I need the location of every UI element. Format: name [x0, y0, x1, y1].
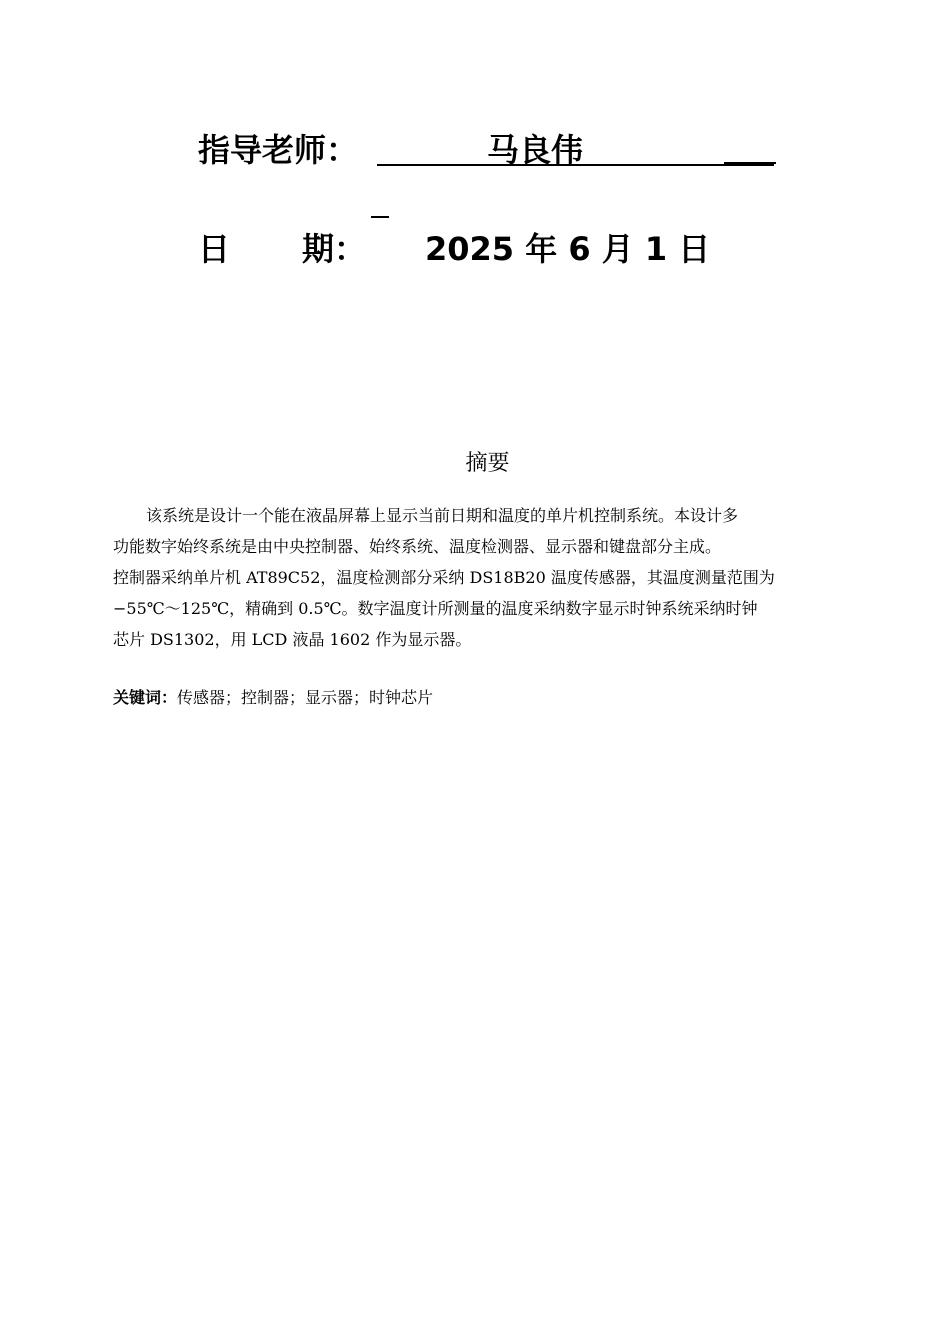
- abstract-title: 摘要: [465, 451, 510, 476]
- date-value: 2025 年 6 月 1 日: [425, 230, 711, 268]
- date-label-first-char: 日: [198, 230, 231, 268]
- abstract-line: −55℃～125℃，精确到 0.5℃。数字温度计所测量的温度采纳数字显示时钟系统采纳时钟: [113, 599, 758, 618]
- abstract-line: 芯片 DS1302，用 LCD 液晶 1602 作为显示器。: [113, 630, 472, 649]
- advisor-underline-end: [724, 162, 776, 164]
- advisor-name: 马良伟: [487, 131, 584, 169]
- keywords-text: 传感器；控制器；显示器；时钟芯片: [177, 688, 434, 707]
- keywords-line: [113, 684, 433, 712]
- abstract-line: 该系统是设计一个能在液晶屏幕上显示当前日期和温度的单片机控制系统。本设计多: [146, 506, 739, 525]
- abstract-line: 功能数字始终系统是由中央控制器、始终系统、温度检测器、显示器和键盘部分主成。: [113, 537, 722, 556]
- advisor-label: 指导老师：: [198, 131, 359, 169]
- keywords-label: 关键词：: [113, 688, 178, 707]
- abstract-line: 控制器采纳单片机 AT89C52，温度检测部分采纳 DS18B20 温度传感器，其温度测量范围为: [113, 568, 775, 587]
- abstract-body: [113, 500, 865, 655]
- date-label-second-char: 期：: [302, 230, 367, 268]
- underline-fragment: [371, 216, 389, 218]
